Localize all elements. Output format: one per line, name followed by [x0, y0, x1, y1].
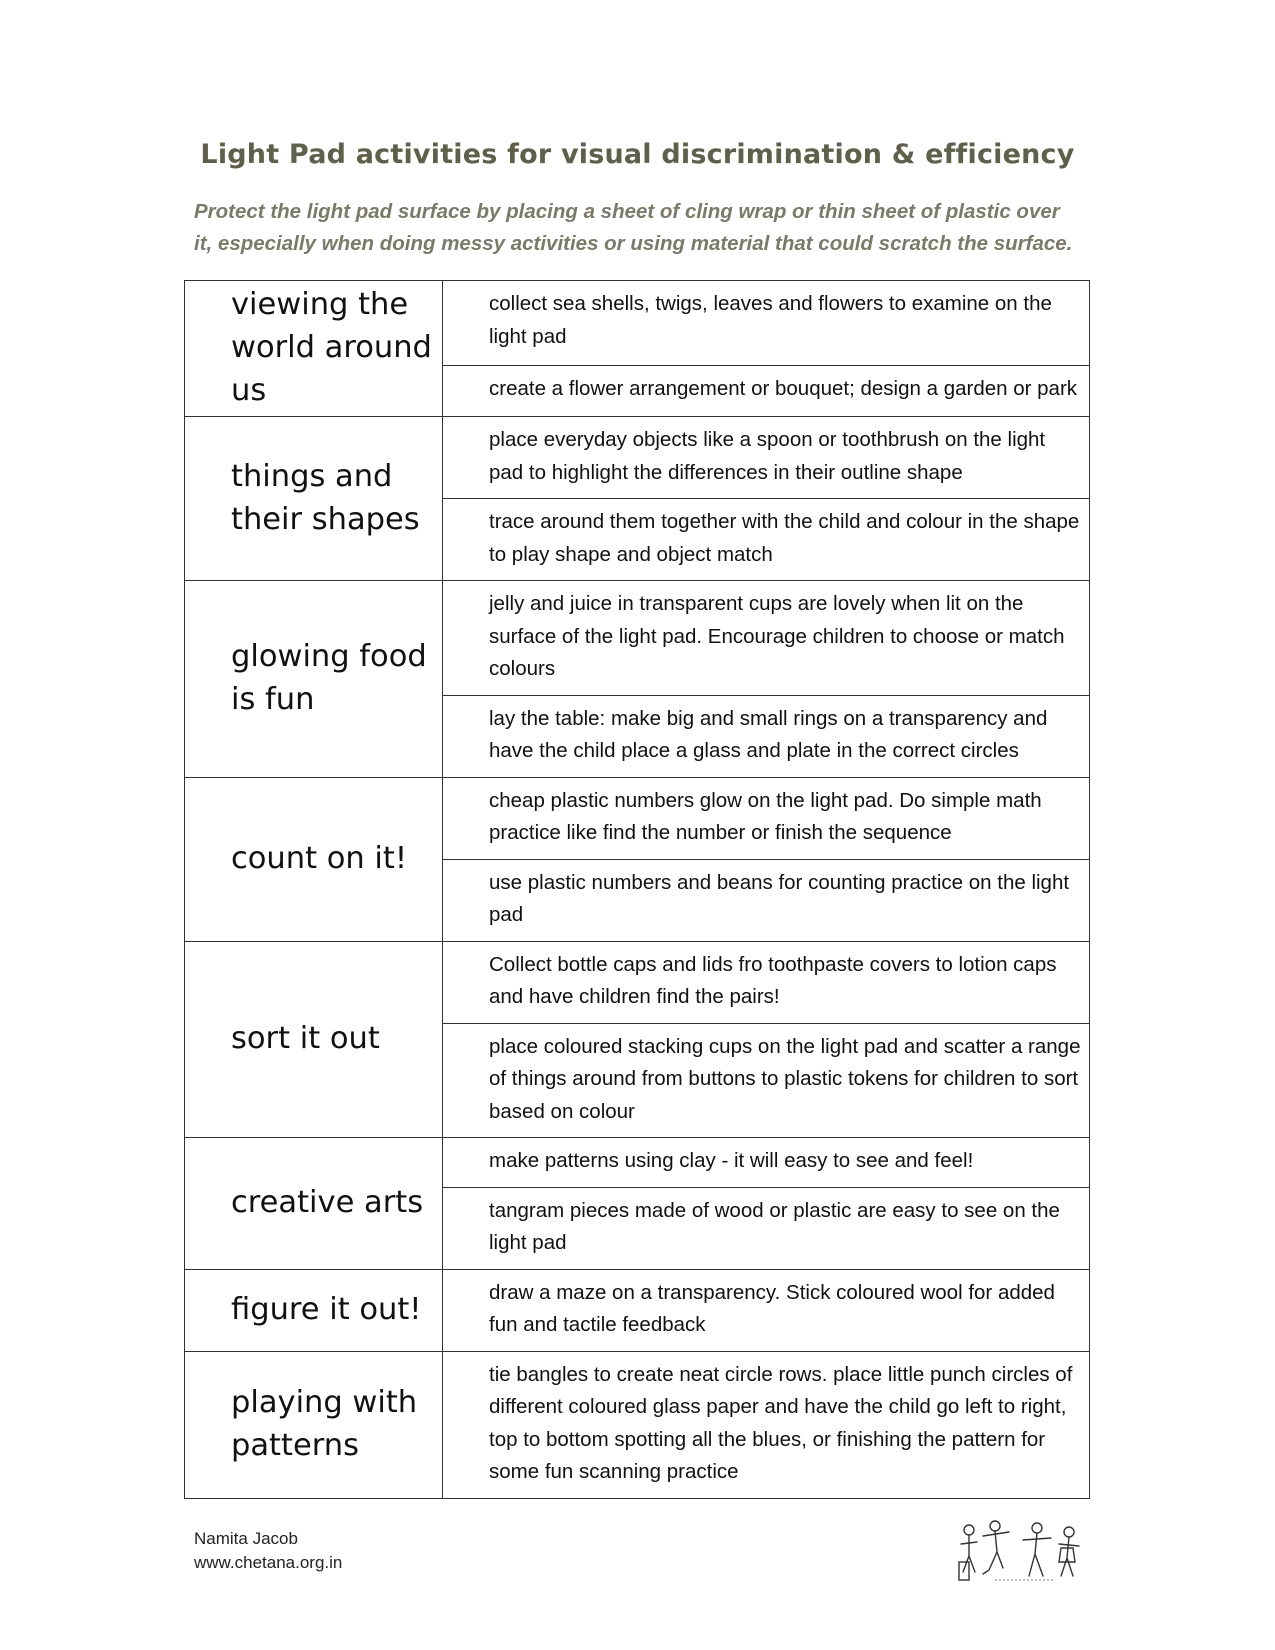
activities-table-body	[185, 281, 1090, 1499]
category-cell	[185, 417, 443, 581]
activity-row	[185, 941, 1090, 1023]
activity-row	[185, 1351, 1090, 1498]
page-subtitle: Protect the light pad surface by placing a sheet of cling wrap or thin sheet of plastic over it, especially when doing messy activities or using material that could scratch the surface.	[194, 200, 1073, 255]
category-label: viewing the world around us	[231, 287, 432, 408]
footer-author: Namita Jacob	[194, 1529, 298, 1548]
activity-description: lay the table: make big and small rings on a transparency and have the child place a glass and plate in the correct circles	[443, 695, 1090, 777]
category-cell	[185, 1269, 443, 1351]
category-label: glowing food is fun	[231, 638, 427, 717]
category-cell	[185, 1351, 443, 1498]
footer-website[interactable]: www.chetana.org.in	[194, 1553, 343, 1572]
activity-description: cheap plastic numbers glow on the light pad. Do simple math practice like find the number or finish the sequence	[443, 777, 1090, 859]
activity-row	[185, 1138, 1090, 1188]
category-cell	[185, 777, 443, 941]
category-label: things and their shapes	[231, 458, 420, 537]
activity-description: make patterns using clay - it will easy to see and feel!	[443, 1138, 1090, 1188]
activity-row	[185, 281, 1090, 366]
activity-description: place everyday objects like a spoon or toothbrush on the light pad to highlight the differences in their outline shape	[443, 417, 1090, 499]
category-label: count on it!	[231, 840, 408, 876]
category-label: sort it out	[231, 1020, 380, 1056]
activity-row	[185, 1269, 1090, 1351]
page-title: Light Pad activities for visual discrimination & efficiency	[200, 139, 1075, 170]
activity-description: tangram pieces made of wood or plastic are easy to see on the light pad	[443, 1187, 1090, 1269]
activity-description: trace around them together with the child and colour in the shape to play shape and object match	[443, 499, 1090, 581]
activity-row	[185, 581, 1090, 696]
activity-description: jelly and juice in transparent cups are lovely when lit on the surface of the light pad. Encourage children to choose or match colours	[443, 581, 1090, 696]
activity-description: use plastic numbers and beans for counting practice on the light pad	[443, 859, 1090, 941]
activity-description: Collect bottle caps and lids fro toothpaste covers to lotion caps and have children find the pairs!	[443, 941, 1090, 1023]
category-label: figure it out!	[231, 1291, 422, 1327]
category-cell	[185, 581, 443, 778]
activity-description: tie bangles to create neat circle rows. place little punch circles of different coloured glass paper and have the child go left to right, top to bottom spotting all the blues, or finishing the pattern for some fun scanning practice	[443, 1351, 1090, 1498]
activity-description: collect sea shells, twigs, leaves and flowers to examine on the light pad	[443, 281, 1090, 366]
children-playing-logo-icon	[955, 1518, 1085, 1588]
activity-description: draw a maze on a transparency. Stick coloured wool for added fun and tactile feedback	[443, 1269, 1090, 1351]
activity-description: create a flower arrangement or bouquet; design a garden or park	[443, 365, 1090, 416]
category-label: creative arts	[231, 1184, 424, 1220]
activities-table	[184, 280, 1090, 1499]
category-cell	[185, 1138, 443, 1270]
category-label: playing with patterns	[231, 1384, 418, 1463]
activity-description: place coloured stacking cups on the light pad and scatter a range of things around from buttons to plastic tokens for children to sort based on colour	[443, 1023, 1090, 1138]
category-cell	[185, 281, 443, 417]
category-cell	[185, 941, 443, 1138]
activity-row	[185, 777, 1090, 859]
footer	[194, 1527, 342, 1575]
activity-row	[185, 417, 1090, 499]
